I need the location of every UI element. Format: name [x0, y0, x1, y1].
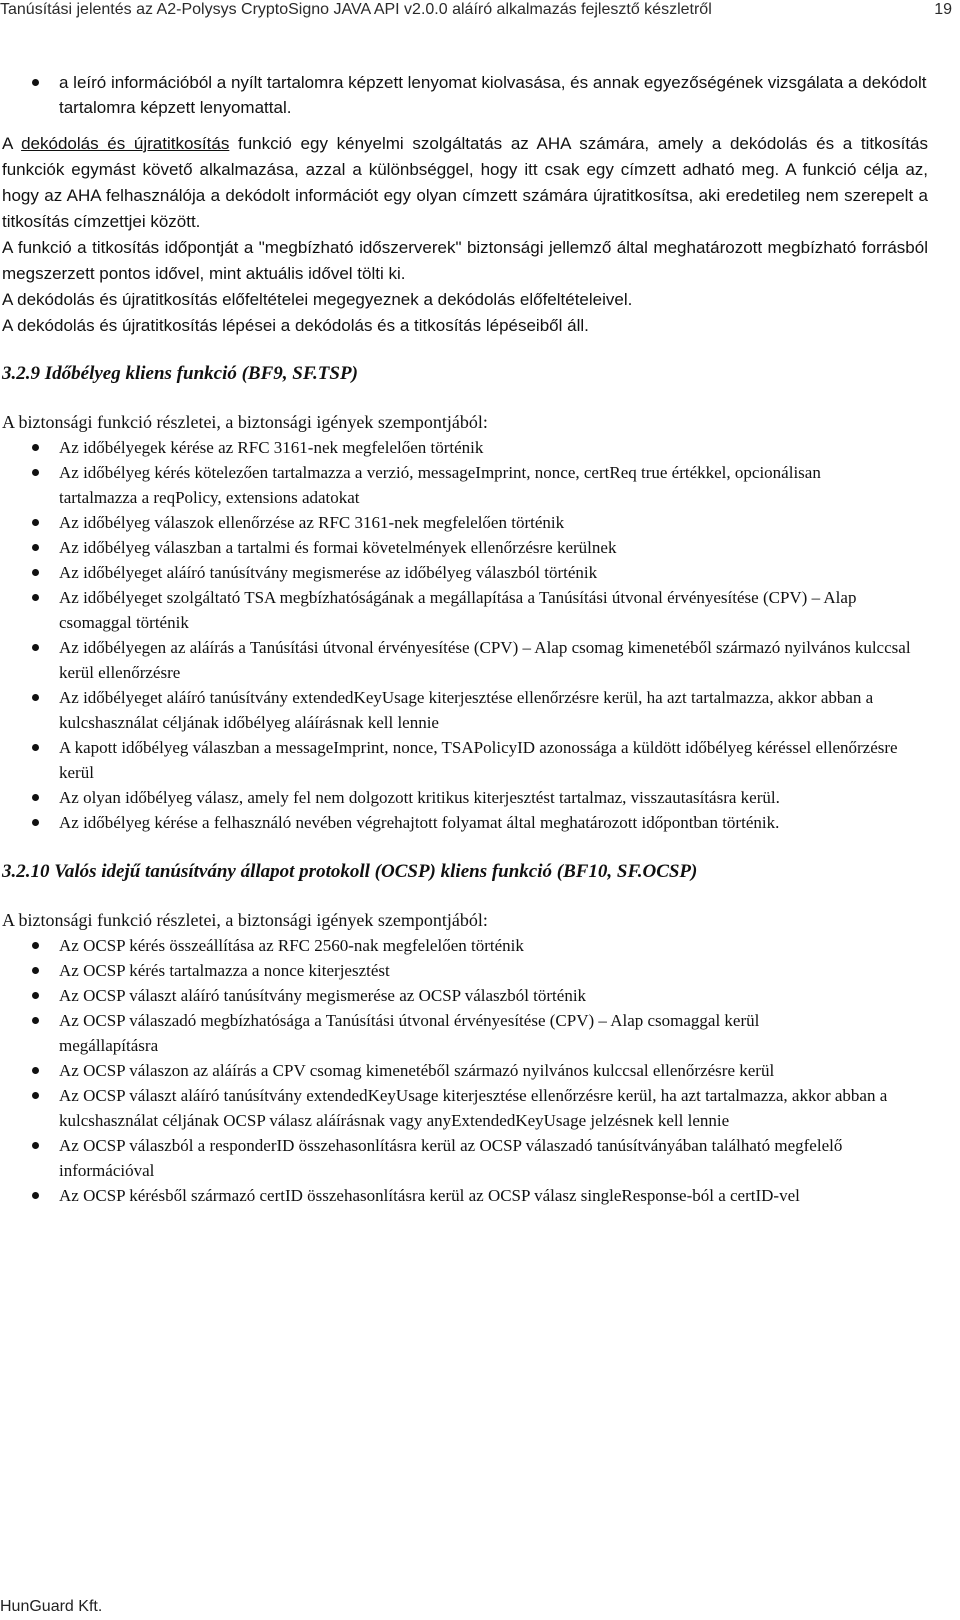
page-footer: [0, 1598, 102, 1616]
list-item: Az OCSP kérés összeállítása az RFC 2560-nak megfelelően történik: [2, 933, 928, 958]
company-name: HunGuard Kft.: [0, 1598, 103, 1615]
section-intro-tsp: A biztonsági funkció részletei, a biztonsági igények szempontjából:: [2, 412, 488, 432]
page-number: 19: [934, 1, 952, 18]
paragraph-lead: A: [2, 134, 22, 153]
list-item: Az olyan időbélyeg válasz, amely fel nem dolgozott kritikus kiterjesztést tartalmaz, visszautasításra kerül.: [2, 785, 928, 810]
underlined-term: dekódolás és újratitkosítás: [21, 134, 230, 153]
list-item: Az időbélyeg válaszok ellenőrzése az RFC 3161-nek megfelelően történik: [2, 510, 928, 535]
list-item: Az OCSP válaszon az aláírás a CPV csomag kimenetéből származó nyilvános kulccsal ellenőrzésre kerül: [2, 1058, 928, 1083]
list-item: Az időbélyeget aláíró tanúsítvány extendedKeyUsage kiterjesztése ellenőrzésre kerül, ha azt tartalmazza, akkor abban a kulcshasználat céljának időbélyeg aláírásnak kell lennie: [2, 685, 928, 735]
tsp-requirements-list: [2, 435, 928, 835]
page-content: [2, 70, 928, 1208]
list-item: Az OCSP kérés tartalmazza a nonce kiterjesztést: [2, 958, 928, 983]
list-item: Az időbélyeg kérése a felhasználó nevében végrehajtott folyamat által meghatározott időpontban történik.: [2, 810, 928, 835]
paragraph-preconditions: A dekódolás és újratitkosítás előfeltételei megegyeznek a dekódolás előfeltételeivel.: [2, 290, 633, 309]
list-item: A kapott időbélyeg válaszban a messageImprint, nonce, TSAPolicyID azonossága a küldött időbélyeg kéréssel ellenőrzésre kerül: [2, 735, 928, 785]
list-item: Az OCSP választ aláíró tanúsítvány extendedKeyUsage kiterjesztése ellenőrzésre kerül, ha azt tartalmazza, akkor abban a kulcshasználat céljának OCSP válasz aláírásnak vagy anyExtendedKeyUsage jelzésnek kell lennie: [2, 1083, 928, 1133]
section-heading-tsp: 3.2.9 Időbélyeg kliens funkció (BF9, SF.TSP): [2, 363, 358, 384]
list-item: Az OCSP válaszból a responderID összehasonlításra kerül az OCSP válaszadó tanúsítványában található megfelelő információval: [2, 1133, 928, 1183]
list-item: Az időbélyeg kérés kötelezően tartalmazza a verzió, messageImprint, nonce, certReq true értékkel, opcionálisan tartalmazza a reqPolicy, extensions adatokat: [2, 460, 928, 510]
paragraph-text: funkció egy kényelmi szolgáltatás az AHA számára, amely a dekódolás és a titkosítás funkciók egymást követő alkalmazása, azzal a különbséggel, hogy itt csak egy címzett adható meg. A funkció célja az, hogy az AHA felhasználója a dekódolt információt egy olyan címzett számára újratitkosítsa, aki eredetileg nem szerepelt a titkosítás címzettjei között.: [2, 134, 928, 231]
ocsp-requirements-list: [2, 933, 928, 1208]
list-item: Az OCSP kérésből származó certID összehasonlításra kerül az OCSP válasz singleResponse-ból a certID-vel: [2, 1183, 928, 1208]
list-item: Az időbélyegek kérése az RFC 3161-nek megfelelően történik: [2, 435, 928, 460]
paragraph-steps: A dekódolás és újratitkosítás lépései a dekódolás és a titkosítás lépéseiből áll.: [2, 316, 589, 335]
list-item: Az időbélyegen az aláírás a Tanúsítási útvonal érvényesítése (CPV) – Alap csomag kimenetéből származó nyilvános kulccsal kerül ellenőrzésre: [2, 635, 928, 685]
list-item: Az OCSP választ aláíró tanúsítvány megismerése az OCSP válaszból történik: [2, 983, 928, 1008]
section-intro-ocsp: A biztonsági funkció részletei, a biztonsági igények szempontjából:: [2, 910, 488, 930]
document-title: Tanúsítási jelentés az A2-Polysys CryptoSigno JAVA API v2.0.0 aláíró alkalmazás fejlesztő készletről: [0, 1, 712, 18]
paragraph-reencryption: [2, 131, 928, 235]
list-item: a leíró információból a nyílt tartalomra képzett lenyomat kiolvasása, és annak egyezőségének vizsgálata a dekódolt tartalomra képzett lenyomattal.: [2, 70, 928, 120]
list-item: Az időbélyeget aláíró tanúsítvány megismerése az időbélyeg válaszból történik: [2, 560, 928, 585]
list-item: Az időbélyeg válaszban a tartalmi és formai követelmények ellenőrzésre kerülnek: [2, 535, 928, 560]
list-item: Az időbélyeget szolgáltató TSA megbízhatóságának a megállapítása a Tanúsítási útvonal érvényesítése (CPV) – Alap csomaggal történik: [2, 585, 928, 635]
section-heading-ocsp: 3.2.10 Valós idejű tanúsítvány állapot protokoll (OCSP) kliens funkció (BF10, SF.OCSP): [2, 861, 698, 882]
list-item: Az OCSP válaszadó megbízhatósága a Tanúsítási útvonal érvényesítése (CPV) – Alap csomaggal kerül megállapításra: [2, 1008, 928, 1058]
paragraph-time: A funkció a titkosítás időpontját a "megbízható időszerverek" biztonsági jellemző által meghatározott megbízható forrásból megszerzett pontos idővel, mint aktuális idővel tölti ki.: [2, 238, 928, 283]
intro-bullet-list: [2, 70, 928, 120]
